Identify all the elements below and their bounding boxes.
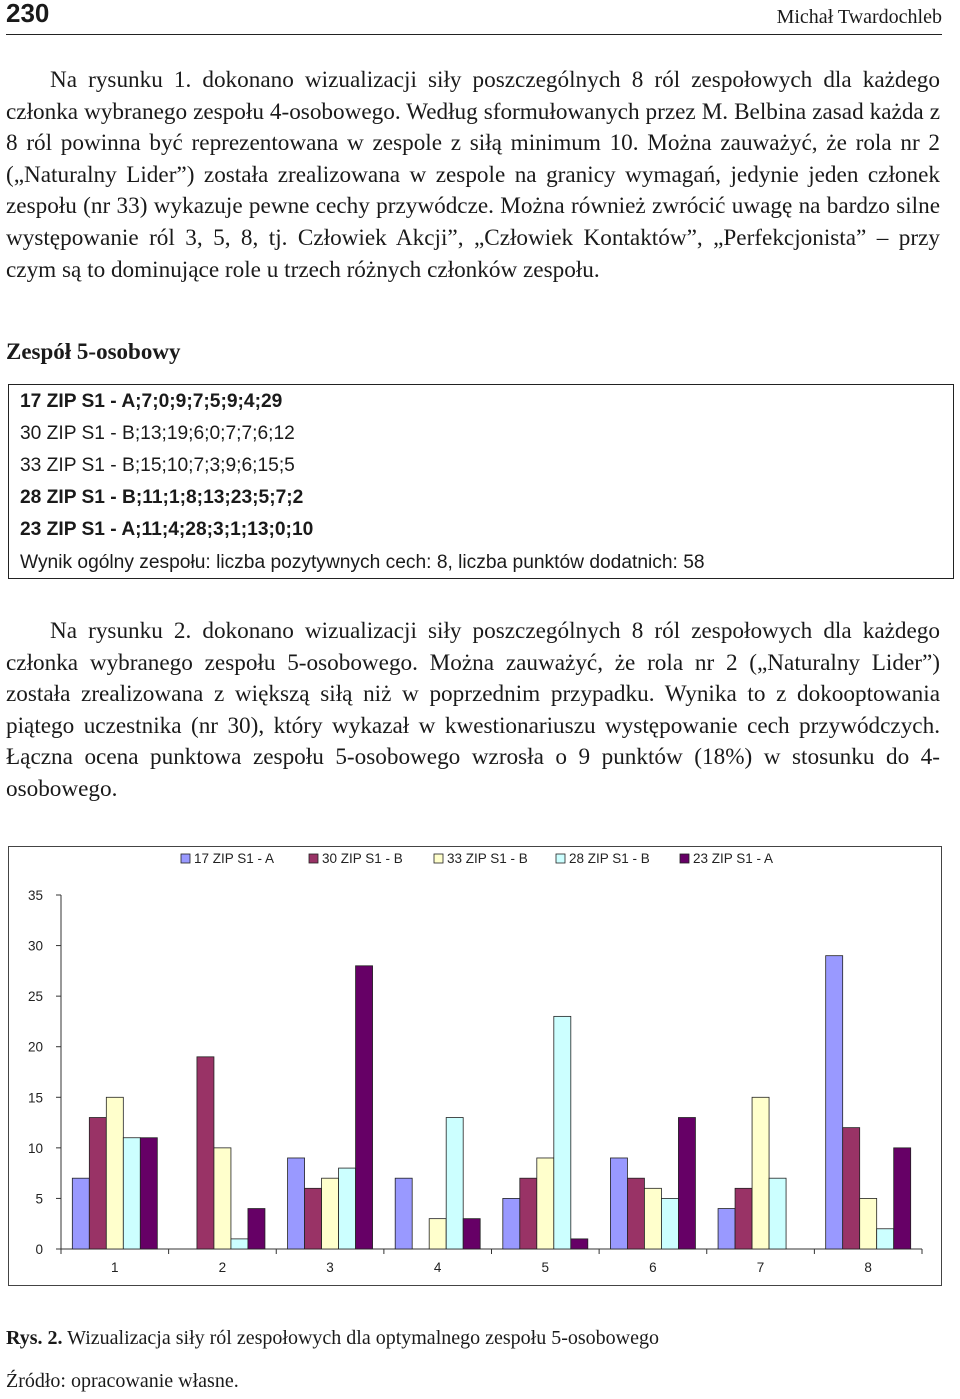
section-heading: Zespół 5-osobowy: [6, 339, 181, 364]
bar: [571, 1239, 588, 1249]
x-tick-label: 1: [111, 1260, 119, 1275]
bar: [339, 1168, 356, 1249]
y-tick-label: 35: [27, 888, 43, 903]
legend-label: 30 ZIP S1 - B: [322, 851, 403, 866]
legend-swatch: [434, 854, 443, 863]
legend-swatch: [680, 854, 689, 863]
bar: [140, 1138, 157, 1249]
legend-swatch: [181, 854, 190, 863]
bar: [826, 956, 843, 1249]
paragraph-2: [6, 616, 940, 806]
bar: [843, 1128, 860, 1249]
team-member-line: 33 ZIP S1 - B;15;10;7;3;9;6;15;5: [20, 455, 295, 476]
author-name: Michał Twardochleb: [776, 6, 942, 28]
bar: [537, 1158, 554, 1249]
legend-label: 23 ZIP S1 - A: [693, 851, 774, 866]
bar: [554, 1016, 571, 1249]
figure-source: Źródło: opracowanie własne.: [6, 1370, 239, 1392]
bar: [894, 1148, 911, 1249]
caption-text: Wizualizacja siły ról zespołowych dla optymalnego zespołu 5-osobowego: [67, 1327, 659, 1349]
x-tick-label: 8: [864, 1260, 872, 1275]
bar: [89, 1118, 106, 1249]
bar: [395, 1178, 412, 1249]
page-header: [6, 0, 942, 35]
bar: [356, 966, 373, 1249]
bar: [860, 1198, 877, 1249]
paragraph-1: [6, 65, 940, 286]
y-tick-label: 30: [27, 938, 43, 954]
bar: [877, 1229, 894, 1249]
bar: [429, 1219, 446, 1249]
caption-label: Rys. 2.: [6, 1327, 63, 1349]
figure-caption: [6, 1327, 659, 1350]
bar-chart: [9, 847, 941, 1285]
bar: [248, 1209, 265, 1249]
bar: [752, 1097, 769, 1249]
bar: [446, 1118, 463, 1249]
team-member-line: 17 ZIP S1 - A;7;0;9;7;5;9;4;29: [20, 391, 283, 412]
y-tick-label: 10: [27, 1140, 43, 1156]
y-tick-label: 0: [35, 1242, 43, 1257]
bar: [644, 1188, 661, 1249]
bar: [735, 1188, 752, 1249]
team-member-line: 23 ZIP S1 - A;11;4;28;3;1;13;0;10: [20, 519, 314, 540]
team-member-line: 28 ZIP S1 - B;11;1;8;13;23;5;7;2: [20, 487, 304, 508]
x-tick-label: 5: [541, 1260, 550, 1275]
legend-label: 33 ZIP S1 - B: [447, 851, 528, 866]
bar: [678, 1118, 695, 1249]
team-member-line: 30 ZIP S1 - B;13;19;6;0;7;7;6;12: [20, 423, 295, 444]
chart-frame: [8, 846, 942, 1286]
bar: [463, 1219, 480, 1249]
y-tick-label: 5: [35, 1191, 43, 1207]
team-summary-line: Wynik ogólny zespołu: liczba pozytywnych cech: 8, liczba punktów dodatnich: 58: [20, 552, 705, 573]
x-tick-label: 6: [649, 1260, 657, 1275]
bar: [520, 1178, 537, 1249]
y-tick-label: 25: [27, 989, 43, 1005]
paragraph-1-text: Na rysunku 1. dokonano wizualizacji siły poszczególnych 8 ról zespołowych dla każdego członka wybranego zespołu 4-osobowego. Według sformułowanych przez M. Belbina zasad każda z 8 ról powinna być reprezentowana w zespole z siłą minimum 10. Można zauważyć, że rola nr 2 („Naturalny Lider”) została zrealizowana w zespole na granicy wymagań, jedynie jeden członek zespołu (nr 33) wykazuje pewne cechy przywódcze. Można również zwrócić uwagę na bardzo silne występowanie ról 3, 5, 8, tj. Człowiek Akcji”, „Człowiek Kontaktów”, „Perfekcjonista” – przy czym są to dominujące role u trzech różnych członków zespołu.: [6, 67, 940, 283]
bar: [610, 1158, 627, 1249]
bar: [322, 1178, 339, 1249]
x-tick-label: 3: [326, 1260, 334, 1275]
bar: [123, 1138, 140, 1249]
x-tick-label: 7: [756, 1260, 765, 1275]
bar: [661, 1198, 678, 1249]
y-tick-label: 15: [27, 1090, 43, 1106]
page-number: 230: [6, 0, 50, 28]
legend-swatch: [309, 854, 318, 863]
bar: [106, 1097, 123, 1249]
legend-swatch: [556, 854, 565, 863]
bar: [769, 1178, 786, 1249]
bar: [72, 1178, 89, 1249]
x-tick-label: 4: [433, 1260, 442, 1275]
bar: [718, 1209, 735, 1249]
bar: [503, 1198, 520, 1249]
bar: [305, 1188, 322, 1249]
bar: [627, 1178, 644, 1249]
bar: [288, 1158, 305, 1249]
legend-label: 28 ZIP S1 - B: [569, 851, 650, 866]
x-tick-label: 2: [218, 1260, 227, 1275]
legend-label: 17 ZIP S1 - A: [194, 851, 275, 866]
bar: [214, 1148, 231, 1249]
team-data-box: [8, 384, 954, 579]
bar: [197, 1057, 214, 1249]
y-tick-label: 20: [27, 1039, 43, 1055]
bar: [231, 1239, 248, 1249]
paragraph-2-text: Na rysunku 2. dokonano wizualizacji siły poszczególnych 8 ról zespołowych dla każdego członka wybranego zespołu 5-osobowego. Można zauważyć, że rola nr 2 („Naturalny Lider”) została zrealizowana z większą siłą niż w poprzednim przypadku. Wynika to z dokooptowania piątego uczestnika (nr 30), który wykazał w kwestionariuszu występowanie cech przywódczych. Łączna ocena punktowa zespołu 5-osobowego wzrosła o 9 punktów (18%) w stosunku do 4-osobowego.: [6, 618, 940, 802]
